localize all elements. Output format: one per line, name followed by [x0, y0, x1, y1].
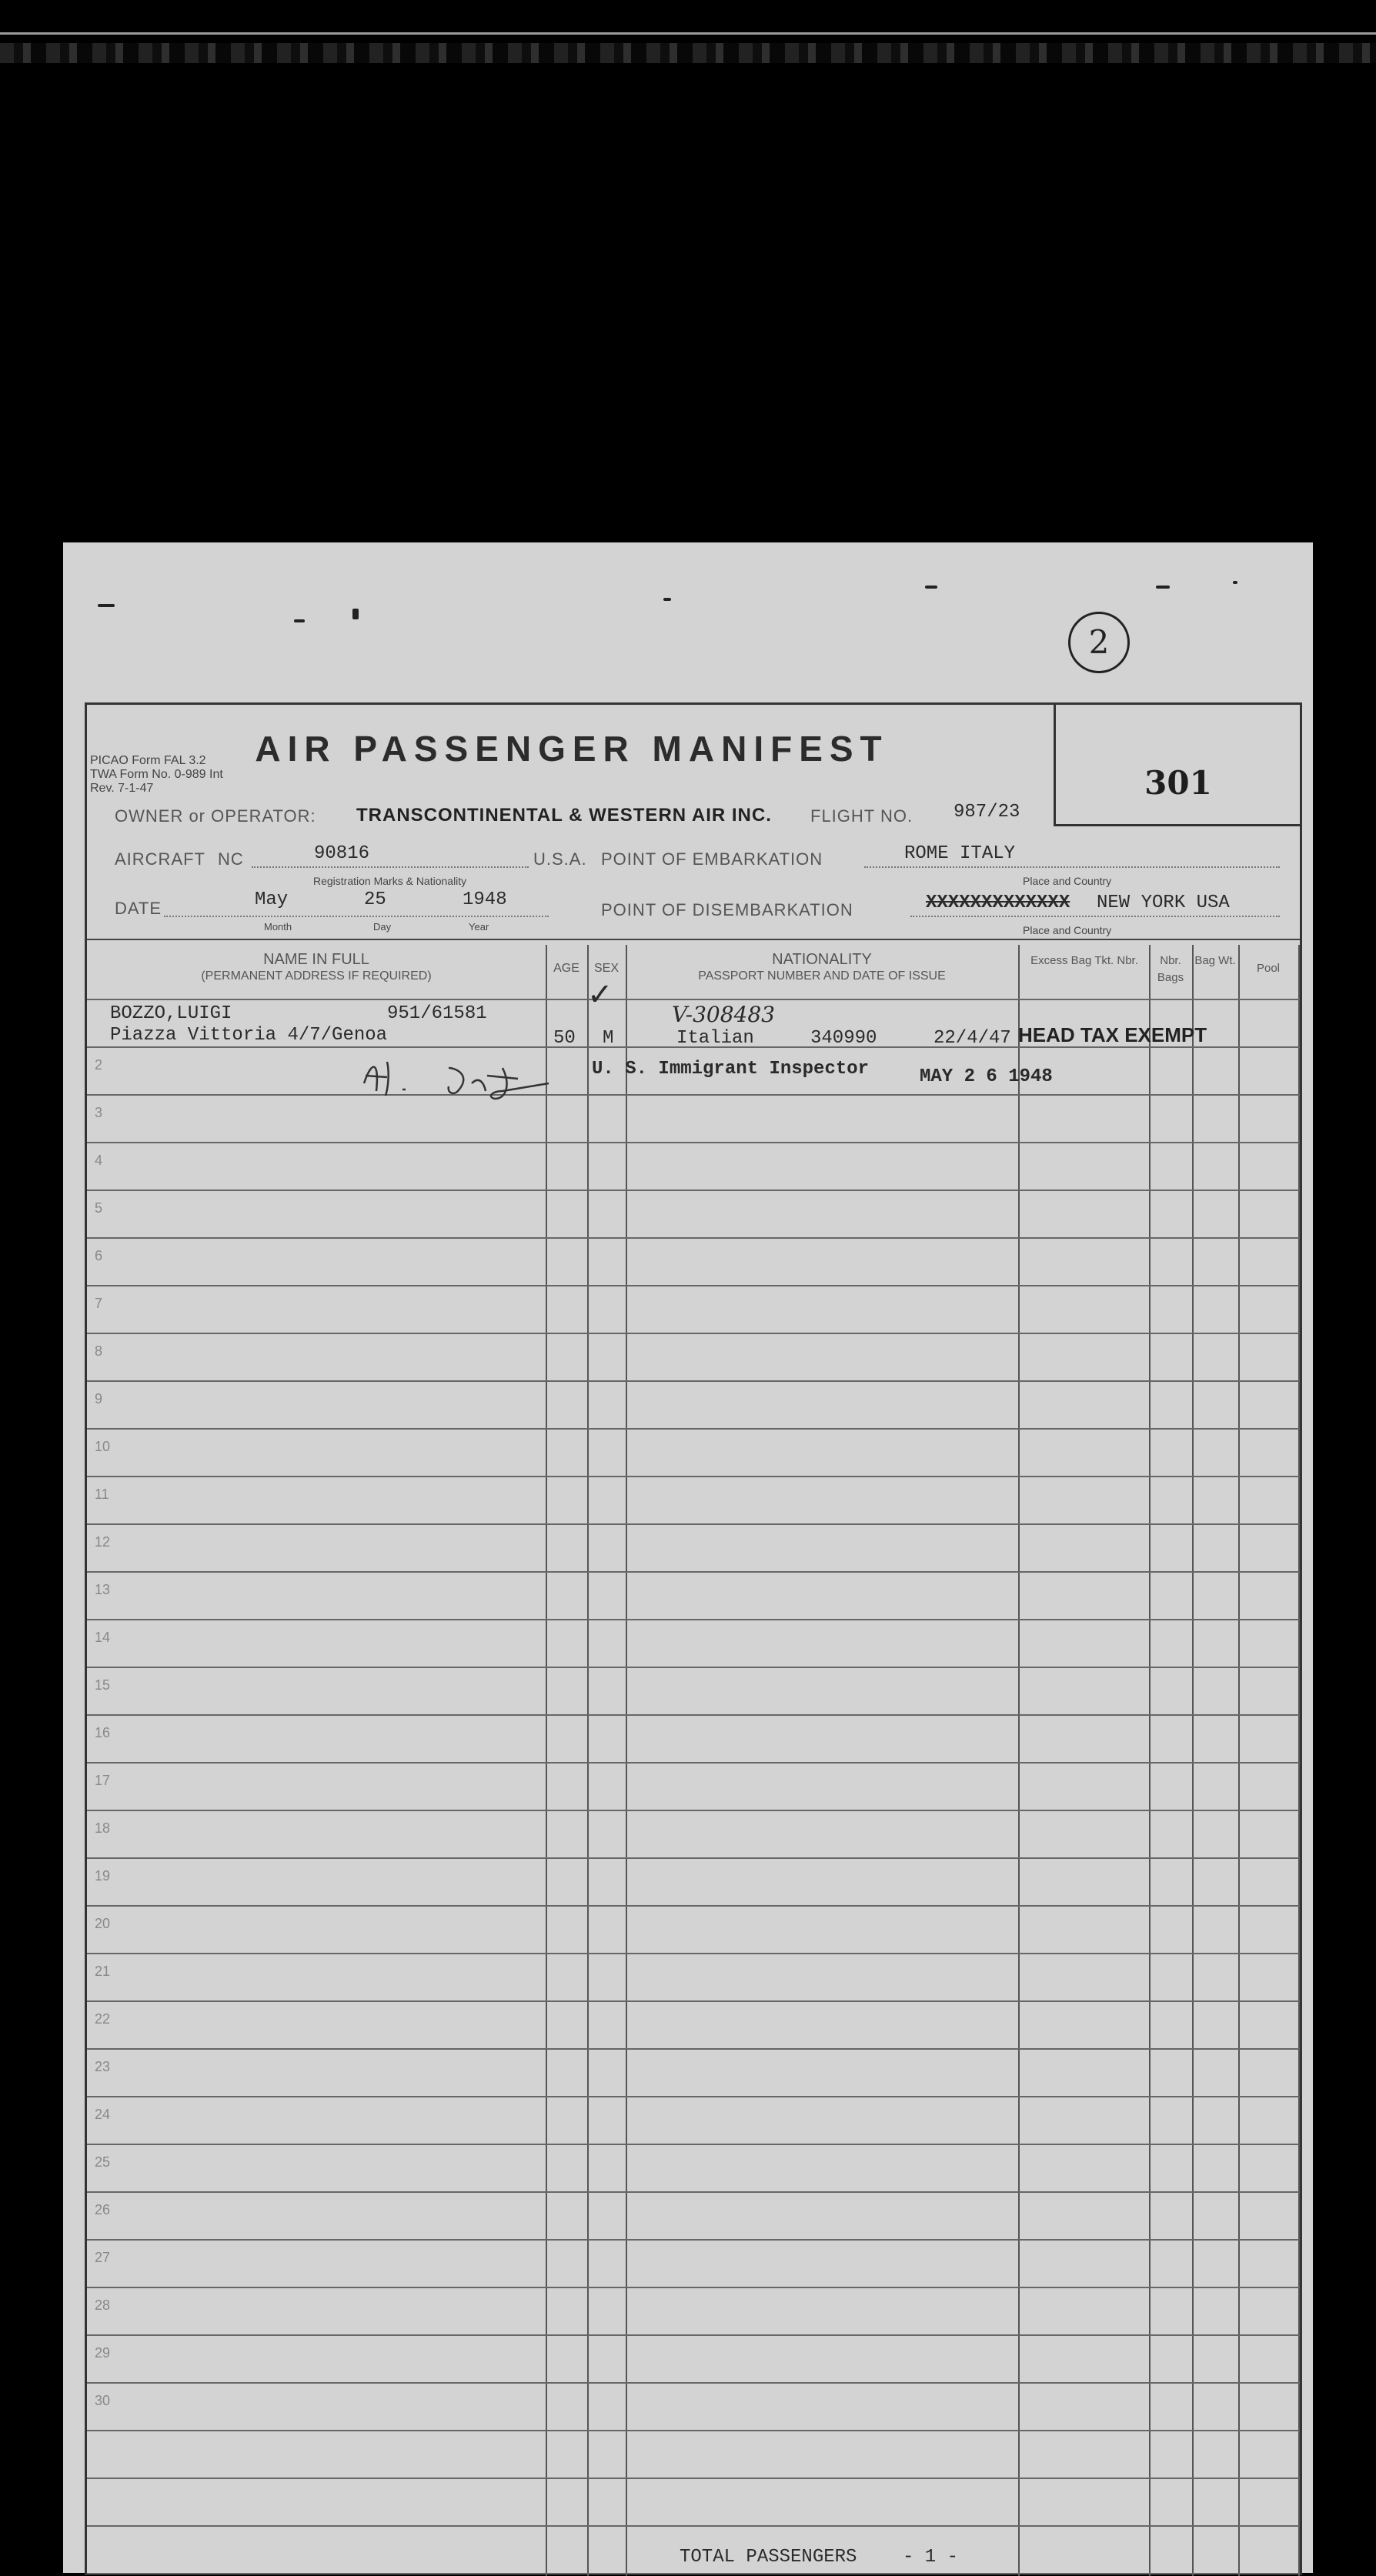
row-number: 8: [95, 1343, 103, 1359]
aircraft-dotline: [252, 866, 529, 868]
head-tax-stamp: HEAD TAX EXEMPT: [1018, 1023, 1207, 1046]
row-line: [87, 2382, 1300, 2384]
date-month: May: [255, 889, 289, 910]
row-line: [87, 1094, 1300, 1096]
col-nationality-title: NATIONALITY: [772, 951, 872, 968]
embark-dotline: [864, 866, 1280, 868]
row-number: 27: [95, 2250, 111, 2265]
manifest-number: 301: [1144, 764, 1212, 802]
row-number: 7: [95, 1296, 103, 1311]
row-line: [87, 1714, 1300, 1716]
date-year: 1948: [463, 889, 507, 910]
col-bagwt-header: Bag Wt.: [1194, 954, 1236, 967]
date-day: 25: [364, 889, 386, 910]
total-passengers-label: TOTAL PASSENGERS: [680, 2547, 857, 2568]
date-dotline: [164, 916, 549, 917]
row-number: 5: [95, 1200, 103, 1216]
passenger-name: BOZZO,LUIGI: [110, 1003, 232, 1024]
col-excess-header: Excess Bag Tkt. Nbr.: [1030, 954, 1138, 967]
disembark-label: POINT OF DISEMBARKATION: [601, 900, 853, 919]
row-line: [87, 1810, 1300, 1811]
row-line: [87, 1571, 1300, 1573]
row-number: 6: [95, 1248, 103, 1263]
col-name-header: [87, 951, 546, 985]
manifest-page: [63, 542, 1313, 2573]
aircraft-value: 90816: [314, 843, 370, 864]
disembark-struck: XXXXXXXXXXXXX: [926, 893, 1070, 913]
form-title: AIR PASSENGER MANIFEST: [255, 729, 889, 769]
circled-page-number: 2: [1068, 612, 1130, 673]
row-number: 19: [95, 1868, 111, 1884]
col-pool-header: Pool: [1256, 962, 1281, 975]
row-number: 22: [95, 2011, 111, 2027]
row-number: 29: [95, 2345, 111, 2361]
inspection-date-stamp: MAY 2 6 1948: [920, 1066, 1053, 1087]
passport-issue-date: 22/4/47: [933, 1028, 1011, 1049]
embark-value: ROME ITALY: [904, 843, 1016, 864]
date-sub-day: Day: [373, 921, 392, 933]
row-line: [87, 1523, 1300, 1525]
row-number: 13: [95, 1582, 111, 1597]
row-line: [87, 1285, 1300, 1286]
row-number: 15: [95, 1677, 111, 1693]
disembark-value: NEW YORK USA: [1097, 893, 1230, 913]
row-line: [87, 1619, 1300, 1620]
row-line: [87, 1237, 1300, 1239]
col-name-title: NAME IN FULL: [263, 951, 369, 968]
scan-noise-band: [0, 43, 1376, 63]
form-ref-line: Rev. 7-1-47: [90, 782, 154, 795]
row-line: [87, 1142, 1300, 1143]
scan-edge-line: [0, 32, 1376, 35]
row-line: [87, 1905, 1300, 1907]
owner-value: TRANSCONTINENTAL & WESTERN AIR INC.: [356, 805, 772, 826]
row-number: 23: [95, 2059, 111, 2074]
row-number: 25: [95, 2154, 111, 2170]
aircraft-nc: NC: [218, 849, 244, 869]
passenger-address: Piazza Vittoria 4/7/Genoa: [110, 1025, 388, 1046]
row-line: [87, 2334, 1300, 2336]
row-number: 20: [95, 1916, 111, 1931]
row-line: [87, 1953, 1300, 1954]
col-nationality-header: [626, 951, 1018, 985]
row-line: [87, 2096, 1300, 2097]
row-number: 26: [95, 2202, 111, 2217]
total-passengers-value: - 1 -: [903, 2547, 959, 2568]
row-line: [87, 1667, 1300, 1668]
passport-number: 340990: [810, 1028, 877, 1049]
form-header: [87, 705, 1300, 936]
embark-sublabel: Place and Country: [1023, 875, 1112, 887]
row-line: [87, 1333, 1300, 1334]
row-number: 21: [95, 1964, 111, 1979]
col-age-header: AGE: [553, 962, 579, 975]
row-line: [87, 2144, 1300, 2145]
col-nationality-sub: PASSPORT NUMBER AND DATE OF ISSUE: [698, 969, 946, 983]
inspector-stamp: U. S. Immigrant Inspector: [592, 1059, 870, 1079]
manifest-form: [85, 702, 1302, 2575]
row-line: [87, 2525, 1300, 2527]
flight-value: 987/23: [954, 802, 1020, 823]
row-line: [87, 2000, 1300, 2002]
row-number: 18: [95, 1820, 111, 1836]
passenger-table: [87, 945, 1300, 2576]
visa-number: V-308483: [672, 1002, 775, 1027]
row-number: 24: [95, 2107, 111, 2122]
row-line: [87, 2430, 1300, 2431]
row-line: [87, 2478, 1300, 2479]
owner-label: OWNER or OPERATOR:: [115, 806, 316, 826]
row-line: [87, 1857, 1300, 1859]
manifest-number-box: [1054, 702, 1301, 826]
row-line: [87, 999, 1300, 1000]
aircraft-label: AIRCRAFT: [115, 849, 205, 869]
row-line: [87, 1428, 1300, 1430]
row-line: [87, 2239, 1300, 2241]
passenger-nationality: Italian: [676, 1028, 754, 1049]
form-ref-line: TWA Form No. 0-989 Int: [90, 768, 223, 781]
row-number: 28: [95, 2297, 111, 2313]
embark-label: POINT OF EMBARKATION: [601, 849, 823, 869]
check-mark: ✓: [587, 977, 613, 1013]
row-number: 10: [95, 1439, 111, 1454]
row-number: 16: [95, 1725, 111, 1740]
form-ref-line: PICAO Form FAL 3.2: [90, 754, 206, 767]
row-number: 12: [95, 1534, 111, 1550]
aircraft-sublabel: Registration Marks & Nationality: [313, 875, 467, 887]
row-number: 17: [95, 1773, 111, 1788]
row-number: 2: [95, 1057, 103, 1073]
row-line: [87, 2048, 1300, 2050]
row-line: [87, 1380, 1300, 1382]
row-line: [87, 2287, 1300, 2288]
row-number: 14: [95, 1630, 111, 1645]
col-name-sub: (PERMANENT ADDRESS IF REQUIRED): [201, 969, 432, 983]
row-line: [87, 1476, 1300, 1477]
passenger-sex: M: [603, 1028, 614, 1049]
row-number: 11: [95, 1487, 109, 1502]
row-number: 3: [95, 1105, 103, 1120]
row-line: [87, 1190, 1300, 1191]
row-line: [87, 1762, 1300, 1763]
header-divider: [87, 939, 1300, 940]
date-label: DATE: [115, 899, 162, 918]
usa-label: U.S.A.: [533, 849, 587, 869]
disembark-sublabel: Place and Country: [1023, 924, 1112, 936]
row-number: 30: [95, 2393, 111, 2408]
date-sub-month: Month: [264, 921, 292, 933]
disembark-dotline: [910, 916, 1280, 917]
col-nbr-header: Nbr. Bags: [1157, 954, 1184, 984]
flight-label: FLIGHT NO.: [810, 806, 913, 826]
row-line: [87, 2573, 1300, 2574]
col-sex-header: SEX: [593, 962, 619, 975]
date-sub-year: Year: [469, 921, 489, 933]
row-number: 4: [95, 1153, 103, 1168]
row-number: 9: [95, 1391, 103, 1406]
passenger-age: 50: [553, 1028, 576, 1049]
passenger-ref: 951/61581: [387, 1003, 487, 1024]
row-line: [87, 2191, 1300, 2193]
